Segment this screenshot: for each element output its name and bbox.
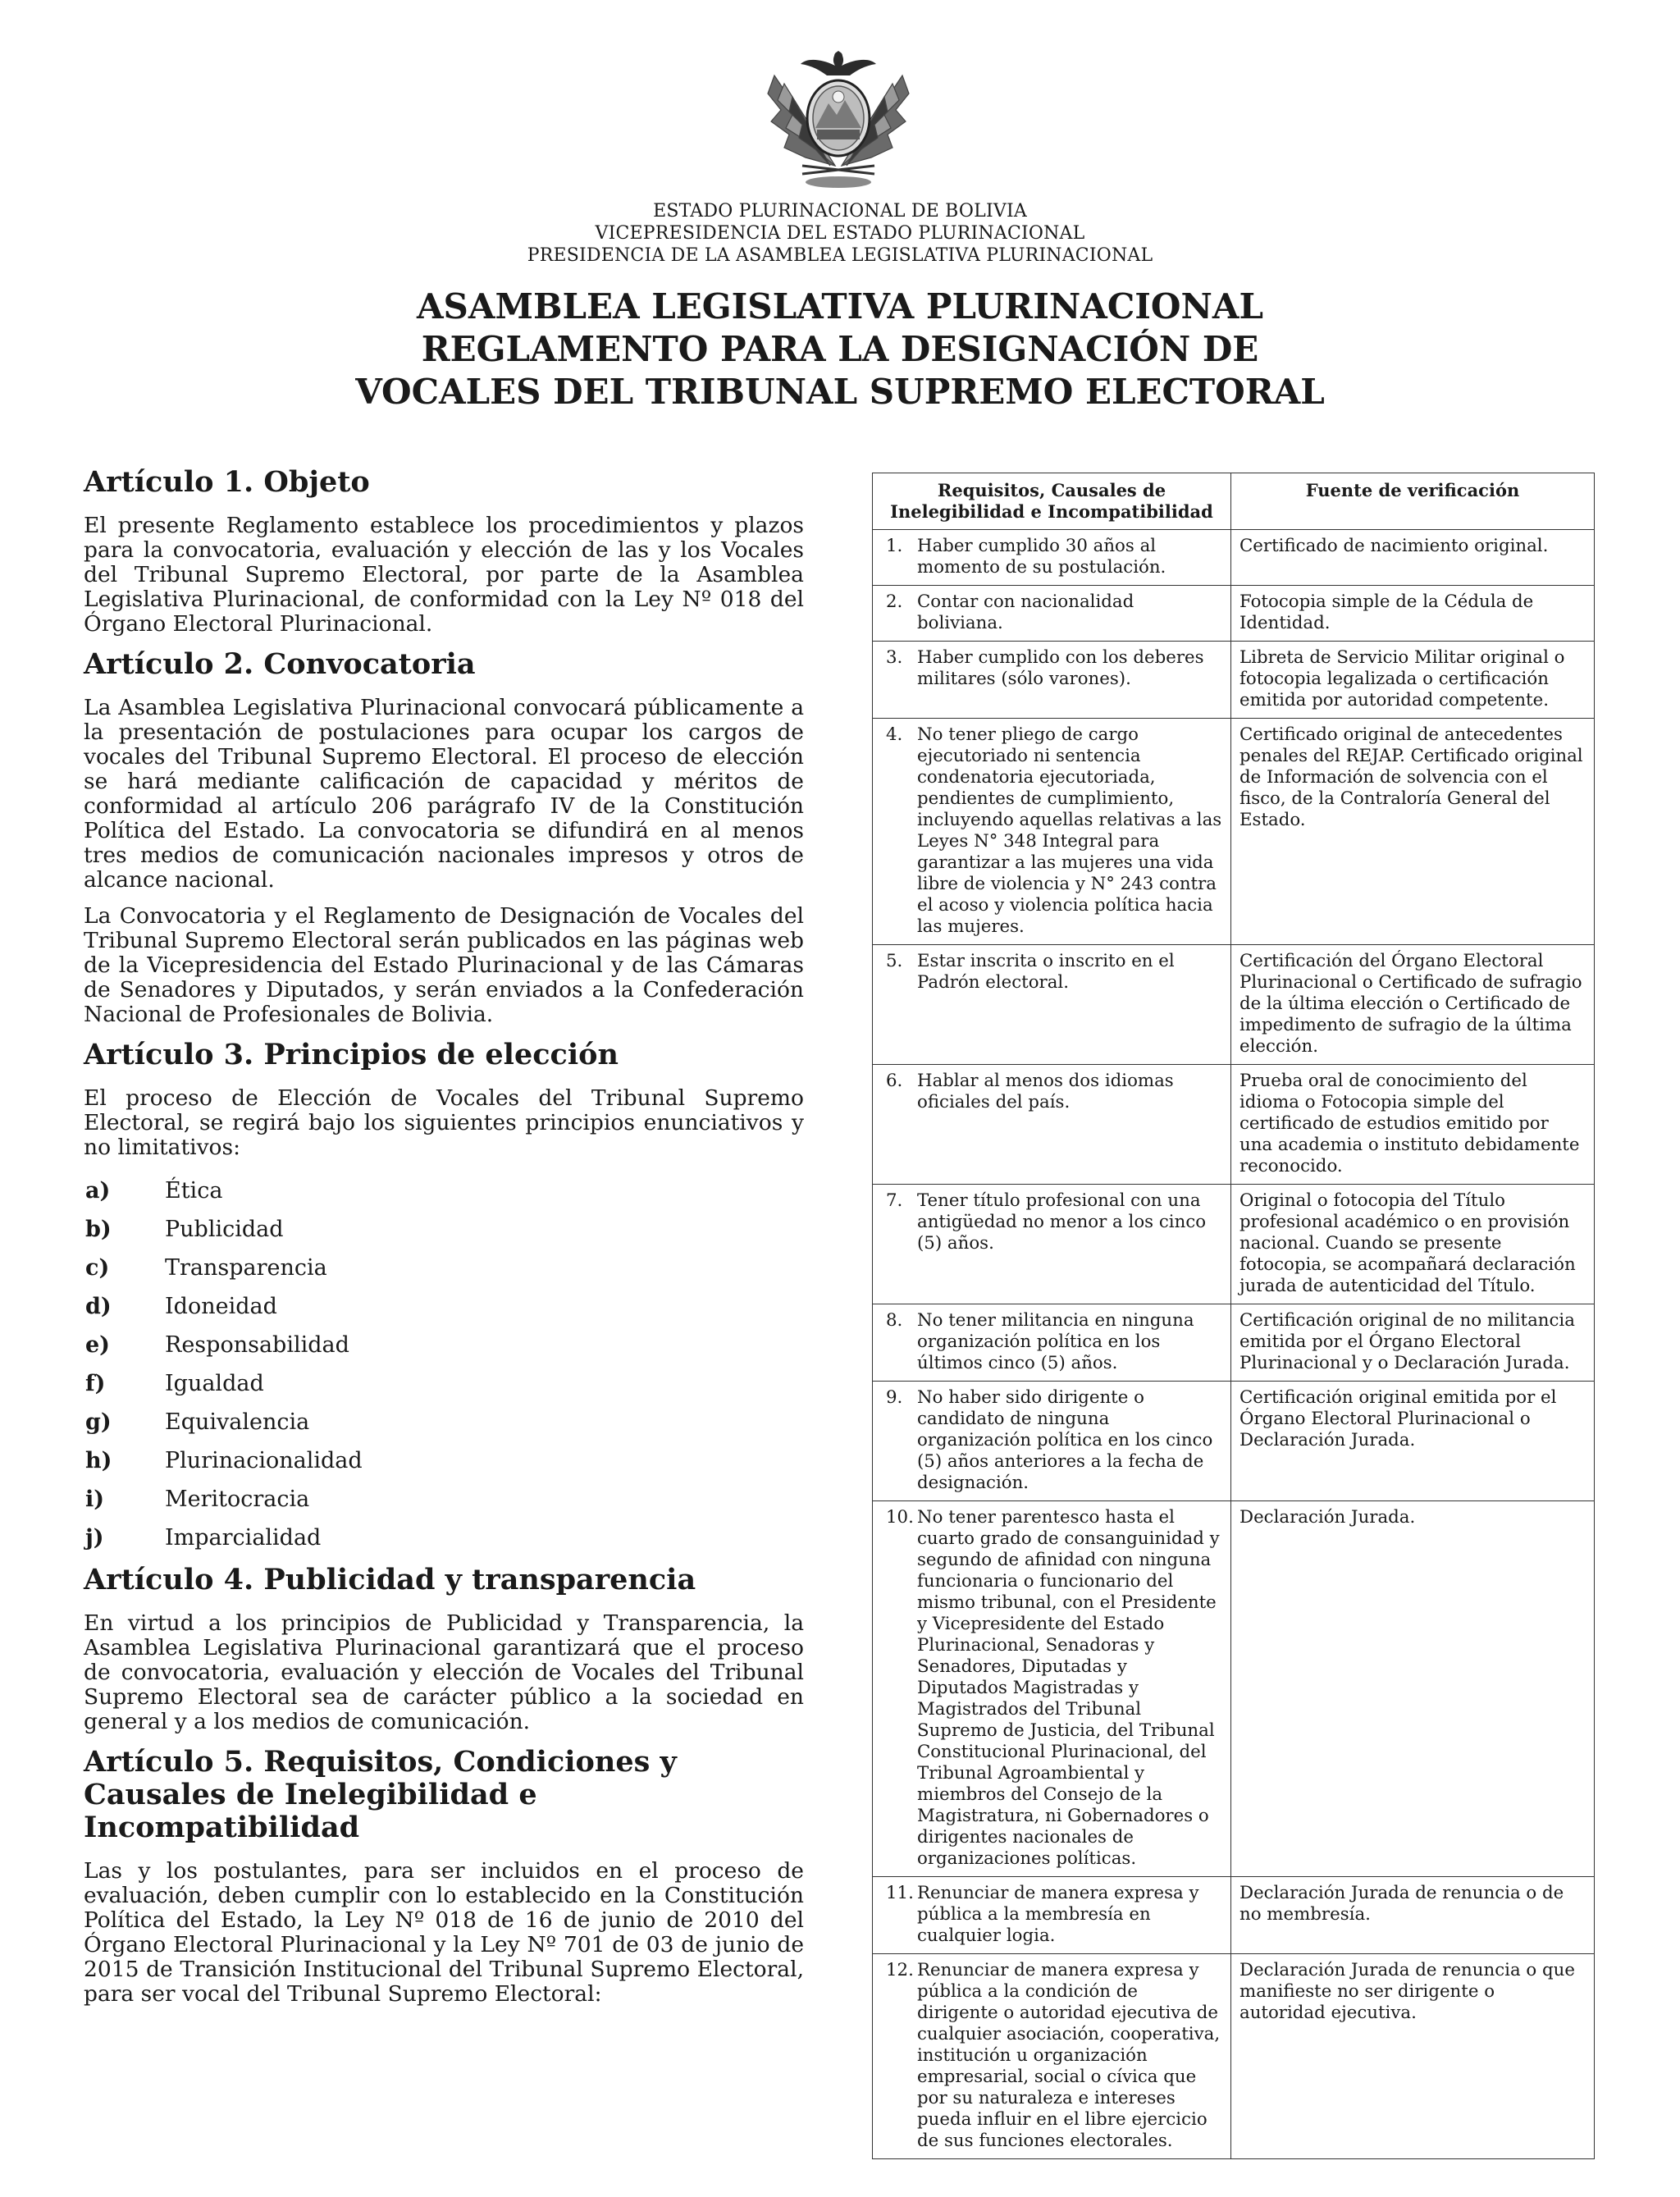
principle-text: Publicidad — [165, 1217, 284, 1242]
principle-letter: h) — [85, 1448, 112, 1473]
article-paragraph: El proceso de Elección de Vocales del Tribunal Supremo Electoral, se regirá bajo los siguientes principios enunciativos y no limitativos: — [84, 1085, 804, 1160]
requirement-cell — [873, 642, 1231, 719]
source-cell: Certificado original de antecedentes penales del REJAP. Certificado original de Información de solvencia con el fisco, de la Contraloría General del Estado. — [1231, 719, 1595, 945]
table-row — [873, 1877, 1595, 1954]
principle-item — [84, 1364, 804, 1403]
article-paragraph: El presente Reglamento establece los procedimientos y plazos para la convocatoria, evaluación y elección de las y los Vocales del Tribunal Supremo Electoral, por parte de la Asamblea Legislativa Plurinacional, de conformidad con la Ley Nº 018 del Órgano Electoral Plurinacional. — [84, 513, 804, 637]
requirement-number: 7. — [886, 1190, 903, 1211]
source-cell: Original o fotocopia del Título profesional académico o en provisión nacional. Cuando se presente fotocopia, se acompañará declaración jurada de autenticidad del Título. — [1231, 1185, 1595, 1304]
requirement-text: Hablar al menos dos idiomas oficiales del país. — [917, 1071, 1174, 1112]
institution-header — [0, 200, 1680, 267]
table-row — [873, 1304, 1595, 1382]
article-heading: Artículo 4. Publicidad y transparencia — [84, 1563, 696, 1596]
article-1 — [84, 466, 804, 637]
table-row — [873, 719, 1595, 945]
article-paragraph: La Convocatoria y el Reglamento de Designación de Vocales del Tribunal Supremo Electoral serán publicados en las páginas web de la Vicepresidencia del Estado Plurinacional y de las Cámaras de Senadores y Diputados, y serán enviados a la Confederación Nacional de Profesionales de Bolivia. — [84, 903, 804, 1027]
principle-text: Transparencia — [165, 1255, 327, 1281]
principle-letter: a) — [85, 1178, 111, 1204]
title-line: VOCALES DEL TRIBUNAL SUPREMO ELECTORAL — [355, 372, 1325, 412]
principle-item — [84, 1326, 804, 1364]
requirement-text: Haber cumplido con los deberes militares (sólo varones). — [917, 647, 1204, 689]
requirement-text: Renunciar de manera expresa y pública a la membresía en cualquier logia. — [917, 1883, 1199, 1946]
principle-item — [84, 1249, 804, 1287]
source-cell: Libreta de Servicio Militar original o fotocopia legalizada o certificación emitida por autoridad competente. — [1231, 642, 1595, 719]
source-cell: Certificación del Órgano Electoral Plurinacional o Certificado de sufragio de la última elección o Certificado de impedimento de sufragio de la última elección. — [1231, 945, 1595, 1065]
requirement-number: 5. — [886, 951, 903, 971]
source-cell: Declaración Jurada de renuncia o que manifieste no ser dirigente o autoridad ejecutiva. — [1231, 1954, 1595, 2159]
principle-item — [84, 1287, 804, 1326]
principle-text: Meritocracia — [165, 1487, 310, 1512]
requirement-text: No tener pliego de cargo ejecutoriado ni sentencia condenatoria ejecutoriada, pendientes de cumplimiento, incluyendo aquellas relativas a las Leyes N° 348 Integral para garantizar a las mujeres una vida libre de violencia y N° 243 contra el acoso y violencia política hacia las mujeres. — [917, 724, 1222, 937]
requirement-text: Contar con nacionalidad boliviana. — [917, 592, 1134, 633]
crossed-rifles — [802, 166, 874, 174]
article-2 — [84, 648, 804, 1027]
requirement-number: 6. — [886, 1071, 903, 1091]
source-cell: Declaración Jurada. — [1231, 1501, 1595, 1877]
requirement-number: 9. — [886, 1387, 903, 1408]
article-paragraph: En virtud a los principios de Publicidad y Transparencia, la Asamblea Legislativa Plurinacional garantizará que el proceso de convocatoria, evaluación y elección de Vocales del Tribunal Supremo Electoral sea de carácter público a la sociedad en general y a los medios de comunicación. — [84, 1610, 804, 1734]
source-cell: Fotocopia simple de la Cédula de Identidad. — [1231, 586, 1595, 642]
principle-letter: j) — [85, 1525, 104, 1551]
article-paragraph: La Asamblea Legislativa Plurinacional convocará públicamente a la presentación de postulaciones para ocupar los cargos de vocales del Tribunal Supremo Electoral. El proceso de elección se hará mediante calificación de capacidad y méritos de conformidad al artículo 206 parágrafo IV de la Constitución Política del Estado. La convocatoria se difundirá en al menos tres medios de comunicación nacionales impresos y otros de alcance nacional. — [84, 695, 804, 893]
requirement-cell — [873, 719, 1231, 945]
table-row — [873, 945, 1595, 1065]
table-row — [873, 642, 1595, 719]
requirement-cell — [873, 1501, 1231, 1877]
principle-letter: b) — [85, 1217, 112, 1242]
requirement-text: Tener título profesional con una antigüedad no menor a los cinco (5) años. — [917, 1190, 1207, 1254]
principle-letter: d) — [85, 1294, 112, 1319]
requirement-cell — [873, 1877, 1231, 1954]
principle-item — [84, 1210, 804, 1249]
requirement-text: No tener parentesco hasta el cuarto grado de consanguinidad y segundo de afinidad con ninguna funcionaria o funcionario del mismo tribunal, con el Presidente y Vicepresidente del Estado Plurinacional, Senadoras y Senadores, Diputadas y Diputados Magistradas y Magistrados del Tribunal Supremo de Justicia, del Tribunal Constitucional Plurinacional, del Tribunal Agroambiental y miembros del Consejo de la Magistratura, ni Gobernadores o dirigentes nacionales de organizaciones políticas. — [917, 1507, 1220, 1869]
table-header-row — [873, 473, 1595, 530]
bolivia-coat-of-arms-icon — [756, 43, 920, 195]
requirement-text: Estar inscrita o inscrito en el Padrón electoral. — [917, 951, 1175, 993]
principle-item — [84, 1480, 804, 1519]
source-cell: Certificación original de no militancia emitida por el Órgano Electoral Plurinacional y o Declaración Jurada. — [1231, 1304, 1595, 1382]
requirement-cell — [873, 1954, 1231, 2159]
condor-icon — [801, 51, 876, 75]
source-cell: Certificado de nacimiento original. — [1231, 530, 1595, 586]
table-row — [873, 1954, 1595, 2159]
table-row — [873, 1382, 1595, 1501]
requirement-cell — [873, 1304, 1231, 1382]
table-row — [873, 1065, 1595, 1185]
principle-letter: e) — [85, 1332, 110, 1358]
principle-text: Plurinacionalidad — [165, 1448, 363, 1473]
header-line: PRESIDENCIA DE LA ASAMBLEA LEGISLATIVA PLURINACIONAL — [527, 245, 1153, 266]
document-title — [0, 285, 1680, 413]
header-line: ESTADO PLURINACIONAL DE BOLIVIA — [653, 201, 1027, 222]
title-line: ASAMBLEA LEGISLATIVA PLURINACIONAL — [416, 286, 1264, 327]
table-row — [873, 1501, 1595, 1877]
requirement-number: 2. — [886, 592, 903, 612]
articles-column — [84, 466, 804, 2018]
article-paragraph: Las y los postulantes, para ser incluidos en el proceso de evaluación, deben cumplir con lo establecido en la Constitución Política del Estado, la Ley Nº 018 de 16 de junio de 2010 del Órgano Electoral Plurinacional y la Ley Nº 701 de 03 de junio de 2015 de Transición Institucional del Tribunal Supremo Electoral, para ser vocal del Tribunal Supremo Electoral: — [84, 1858, 804, 2007]
requirement-number: 10. — [886, 1507, 914, 1528]
principle-item — [84, 1172, 804, 1210]
principle-text: Igualdad — [165, 1371, 264, 1396]
source-cell: Declaración Jurada de renuncia o de no membresía. — [1231, 1877, 1595, 1954]
requirement-number: 4. — [886, 724, 903, 745]
principle-text: Equivalencia — [165, 1409, 310, 1435]
shield — [807, 80, 870, 156]
principle-text: Responsabilidad — [165, 1332, 349, 1358]
article-4 — [84, 1564, 804, 1734]
requirement-cell — [873, 1382, 1231, 1501]
requirement-cell — [873, 530, 1231, 586]
table-row — [873, 586, 1595, 642]
principle-text: Idoneidad — [165, 1294, 277, 1319]
principle-item — [84, 1403, 804, 1441]
requirement-number: 1. — [886, 536, 903, 556]
header-line: VICEPRESIDENCIA DEL ESTADO PLURINACIONAL — [595, 223, 1085, 244]
requirement-cell — [873, 586, 1231, 642]
principles-list — [84, 1172, 804, 1557]
requirement-text: Renunciar de manera expresa y pública a la condición de dirigente o autoridad ejecutiva de cualquier asociación, cooperativa, institución u organización empresarial, social o cívica que por su naturaleza e intereses pueda influir en el libre ejercicio de sus funciones electorales. — [917, 1960, 1221, 2151]
article-heading: Artículo 2. Convocatoria — [84, 647, 476, 681]
title-line: REGLAMENTO PARA LA DESIGNACIÓN DE — [421, 329, 1259, 369]
principle-letter: i) — [85, 1487, 105, 1512]
requirements-table — [872, 473, 1595, 2159]
requirement-text: No tener militancia en ninguna organización política en los últimos cinco (5) años. — [917, 1310, 1194, 1373]
article-heading: Artículo 3. Principios de elección — [84, 1038, 619, 1071]
principle-letter: c) — [85, 1255, 110, 1281]
source-cell: Prueba oral de conocimiento del idioma o Fotocopia simple del certificado de estudios emitido por una academia o instituto debidamente reconocido. — [1231, 1065, 1595, 1185]
article-heading: Artículo 5. Requisitos, Condiciones y Causales de Inelegibilidad e Incompatibilidad — [84, 1745, 677, 1844]
requirement-cell — [873, 945, 1231, 1065]
requirement-cell — [873, 1065, 1231, 1185]
requirement-text: No haber sido dirigente o candidato de ninguna organización política en los cinco (5) años anteriores a la fecha de designación. — [917, 1387, 1213, 1493]
column-header-source: Fuente de verificación — [1231, 473, 1595, 530]
table-row — [873, 1185, 1595, 1304]
requirement-text: Haber cumplido 30 años al momento de su postulación. — [917, 536, 1166, 578]
requirement-number: 3. — [886, 647, 903, 668]
article-5 — [84, 1746, 804, 2007]
principle-item — [84, 1519, 804, 1557]
principle-letter: f) — [85, 1371, 106, 1396]
principle-text: Imparcialidad — [165, 1525, 322, 1551]
column-header-requirements: Requisitos, Causales de Inelegibilidad e Incompatibilidad — [873, 473, 1231, 530]
principle-item — [84, 1441, 804, 1480]
principle-letter: g) — [85, 1409, 112, 1435]
requirement-number: 8. — [886, 1310, 903, 1331]
article-heading: Artículo 1. Objeto — [84, 465, 370, 499]
table-row — [873, 530, 1595, 586]
requirement-cell — [873, 1185, 1231, 1304]
article-3 — [84, 1039, 804, 1557]
requirement-number: 12. — [886, 1960, 914, 1980]
principle-text: Ética — [165, 1178, 223, 1204]
source-cell: Certificación original emitida por el Órgano Electoral Plurinacional o Declaración Jurada. — [1231, 1382, 1595, 1501]
requirement-number: 11. — [886, 1883, 914, 1903]
